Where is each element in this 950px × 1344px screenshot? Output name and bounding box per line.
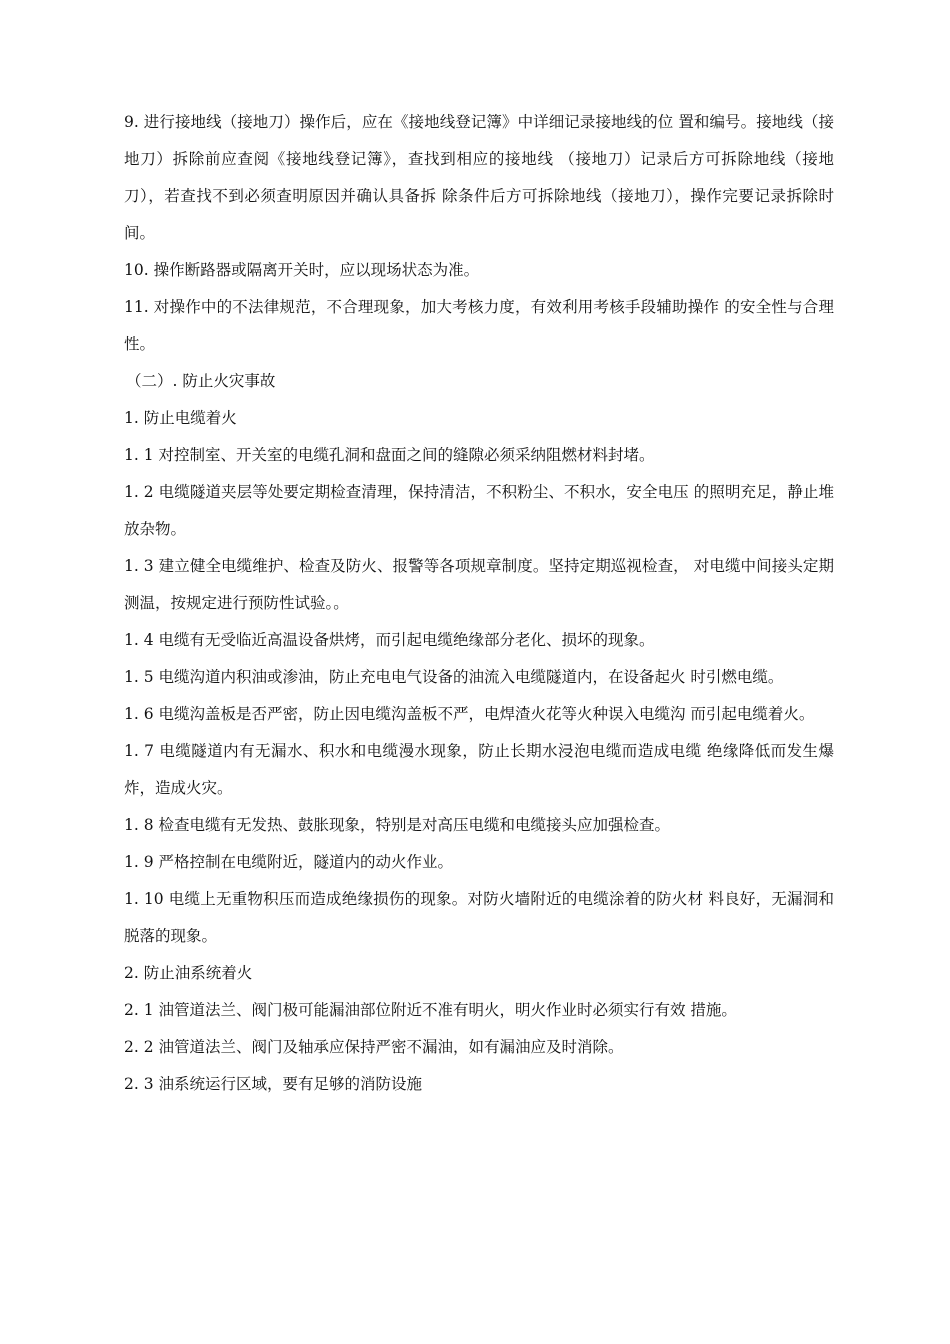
list-item-1-9: 1. 9 严格控制在电缆附近，隧道内的动火作业。 [124,853,454,871]
list-item-1-8: 1. 8 检查电缆有无发热、鼓胀现象，特别是对高压电缆和电缆接头应加强检查。 [124,816,671,834]
document-body [124,104,834,1103]
list-item-1-5: 1. 5 电缆沟道内积油或渗油，防止充电电气设备的油流入电缆隧道内，在设备起火 时引燃电缆。 [124,668,784,686]
paragraph-assessment: 11. 对操作中的不法律规范，不合理现象，加大考核力度，有效利用考核手段辅助操作 的安全性与合理性。 [124,298,834,353]
section-heading-fire-prevention: （二）. 防止火灾事故 [126,372,276,390]
list-item-2-2: 2. 2 油管道法兰、阀门及轴承应保持严密不漏油，如有漏油应及时消除。 [124,1038,624,1056]
list-item-2-1: 2. 1 油管道法兰、阀门极可能漏油部位附近不准有明火，明火作业时必须实行有效 措施。 [124,1001,737,1019]
list-item-1-6: 1. 6 电缆沟盖板是否严密，防止因电缆沟盖板不严，电焊渣火花等火种误入电缆沟 而引起电缆着火。 [124,705,815,723]
list-item-1-3: 1. 3 建立健全电缆维护、检查及防火、报警等各项规章制度。坚持定期巡视检查， 对电缆中间接头定期测温，按规定进行预防性试验。。 [124,557,834,612]
list-item-2-3: 2. 3 油系统运行区域，要有足够的消防设施 [124,1075,423,1093]
list-item-1-4: 1. 4 电缆有无受临近高温设备烘烤，而引起电缆绝缘部分老化、损坏的现象。 [124,631,655,649]
subsection-heading-cable-fire: 1. 防止电缆着火 [124,409,237,427]
list-item-1-2: 1. 2 电缆隧道夹层等处要定期检查清理，保持清洁，不积粉尘、不积水，安全电压 的照明充足，静止堆放杂物。 [124,483,834,538]
list-item-1-10: 1. 10 电缆上无重物积压而造成绝缘损伤的现象。对防火墙附近的电缆涂着的防火材 料良好，无漏洞和脱落的现象。 [124,890,834,945]
paragraph-grounding-record: 9. 进行接地线（接地刀）操作后，应在《接地线登记簿》中详细记录接地线的位 置和编号。接地线（接地刀）拆除前应查阅《接地线登记簿》，查找到相应的接地线 （接地刀）记录后方可拆除地线（接地刀），若查找不到必须查明原因并确认具备拆 除条件后方可拆除地线（接地刀），操作完要记录拆除时间。 [124,113,834,242]
subsection-heading-oil-system-fire: 2. 防止油系统着火 [124,964,253,982]
paragraph-breaker-operation: 10. 操作断路器或隔离开关时，应以现场状态为准。 [124,261,480,279]
list-item-1-7: 1. 7 电缆隧道内有无漏水、积水和电缆漫水现象，防止长期水浸泡电缆而造成电缆 绝缘降低而发生爆炸，造成火灾。 [124,742,834,797]
list-item-1-1: 1. 1 对控制室、开关室的电缆孔洞和盘面之间的缝隙必须采纳阻燃材料封堵。 [124,446,655,464]
